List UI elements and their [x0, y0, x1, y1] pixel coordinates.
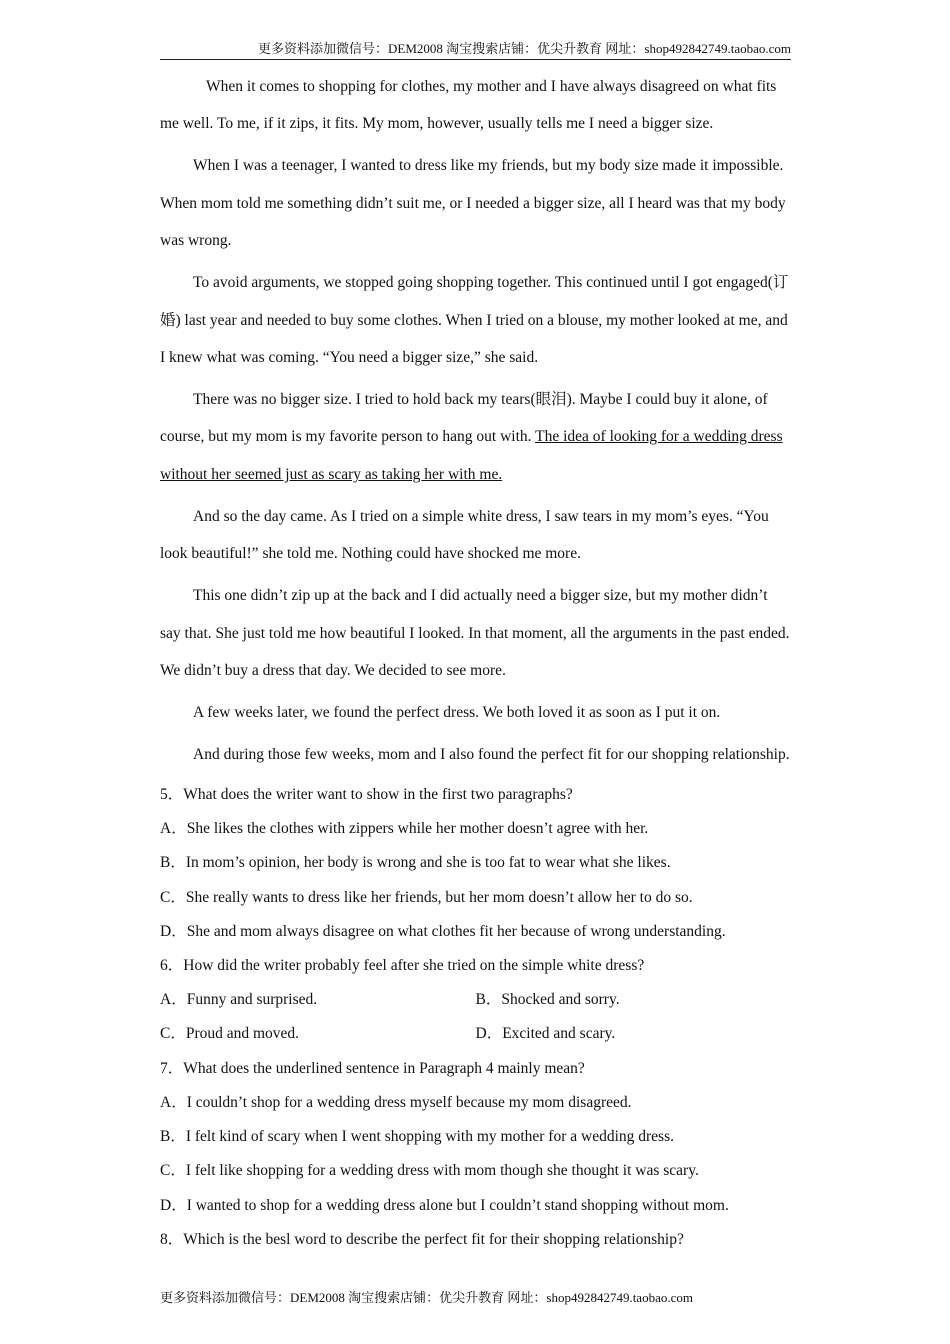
question-8	[160, 1223, 791, 1257]
options-row	[160, 1017, 791, 1051]
passage-paragraph-2: When I was a teenager, I wanted to dress like my friends, but my body size made it impossible. When mom told me something didn’t suit me, or I needed a bigger size, all I heard was that my body was wrong.	[160, 157, 786, 250]
passage-paragraph-1: When it comes to shopping for clothes, my mother and I have always disagreed on what fits me well. To me, if it zips, it fits. My mom, however, usually tells me I need a bigger size.	[160, 78, 777, 133]
options-row	[160, 983, 791, 1017]
page-footer: 更多资料添加微信号：DEM2008 淘宝搜索店铺：优尖升教育 网址：shop492842749.taobao.com	[160, 1290, 693, 1305]
paragraph-4-text: There was no bigger size. I tried to hold back my tears(眼泪). Maybe I could buy it alone, of course, but my mom is my favorite person to hang out with.	[160, 391, 768, 446]
passage-paragraph-8: And during those few weeks, mom and I also found the perfect fit for our shopping relationship.	[193, 746, 790, 764]
question-stem: 6．How did the writer probably feel after she tried on the simple white dress?	[160, 957, 645, 975]
question-5	[160, 778, 791, 949]
option-c: C．I felt like shopping for a wedding dress with mom though she thought it was scary.	[160, 1162, 699, 1180]
option-b: B．Shocked and sorry.	[475, 991, 620, 1009]
question-7	[160, 1052, 791, 1223]
question-6	[160, 949, 791, 1052]
option-d: D．I wanted to shop for a wedding dress alone but I couldn’t stand shopping without mom.	[160, 1196, 729, 1214]
option-c: C．Proud and moved.	[160, 1025, 300, 1043]
question-stem: 5．What does the writer want to show in the first two paragraphs?	[160, 786, 573, 804]
question-stem: 7．What does the underlined sentence in Paragraph 4 mainly mean?	[160, 1059, 585, 1077]
passage-paragraph-6: This one didn’t zip up at the back and I did actually need a bigger size, but my mother didn’t say that. She just told me how beautiful I looked. In that moment, all the arguments in the past ended. We didn’t buy a dress that day. We decided to see more.	[160, 587, 790, 680]
page-header: 更多资料添加微信号：DEM2008 淘宝搜索店铺：优尖升教育 网址：shop492842749.taobao.com	[160, 38, 791, 60]
passage-paragraph-4	[160, 381, 791, 493]
underlined-sentence: The idea of looking for a wedding dress without her seemed just as scary as taking her with me.	[160, 428, 783, 483]
option-b: B．In mom’s opinion, her body is wrong and she is too fat to wear what she likes.	[160, 854, 671, 872]
option-d: D．Excited and scary.	[475, 1025, 616, 1043]
option-a: A．She likes the clothes with zippers while her mother doesn’t agree with her.	[160, 820, 649, 838]
passage-paragraph-5: And so the day came. As I tried on a simple white dress, I saw tears in my mom’s eyes. “You look beautiful!” she told me. Nothing could have shocked me more.	[160, 507, 769, 563]
option-c: C．She really wants to dress like her friends, but her mom doesn’t allow her to do so.	[160, 888, 693, 906]
option-b: B．I felt kind of scary when I went shopping with my mother for a wedding dress.	[160, 1128, 674, 1146]
option-a: A．Funny and surprised.	[160, 991, 318, 1009]
option-a: A．I couldn’t shop for a wedding dress myself because my mom disagreed.	[160, 1093, 632, 1111]
option-d: D．She and mom always disagree on what clothes fit her because of wrong understanding.	[160, 922, 726, 940]
passage-paragraph-7: A few weeks later, we found the perfect dress. We both loved it as soon as I put it on.	[193, 704, 721, 722]
document-body	[160, 68, 791, 1257]
question-stem: 8．Which is the besl word to describe the perfect fit for their shopping relationship?	[160, 1230, 684, 1248]
passage-paragraph-3: To avoid arguments, we stopped going shopping together. This continued until I got engaged(订婚) last year and needed to buy some clothes. When I tried on a blouse, my mother looked at me, and I knew what was coming. “You need a bigger size,” she said.	[160, 274, 789, 367]
